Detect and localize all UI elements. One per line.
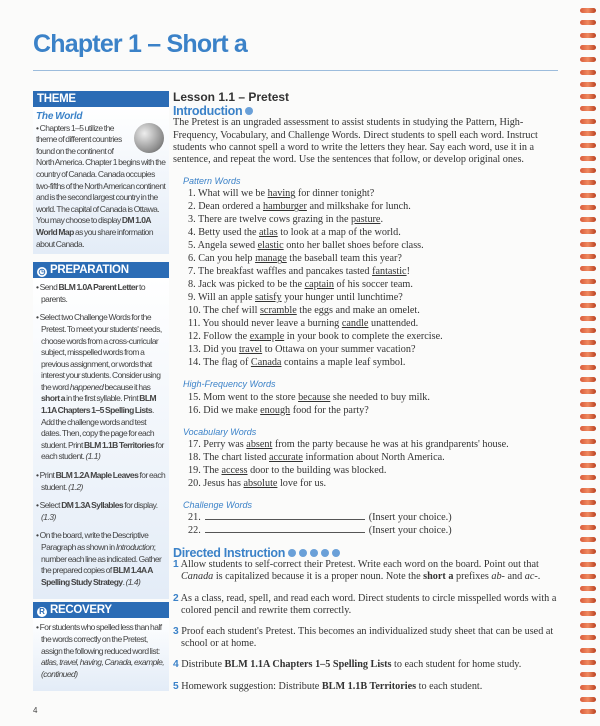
spiral-coil — [580, 709, 596, 714]
spelling-word: Canada — [250, 357, 282, 369]
directed-step: 3 Proof each student's Pretest. This becomes an individualized study sheet that can be used at school or at home. — [173, 626, 554, 650]
spiral-coil — [580, 672, 596, 677]
theme-text-bold: DM 1.0A World Map — [36, 215, 151, 237]
spiral-coil — [580, 57, 596, 62]
spelling-word: atlas — [259, 227, 278, 239]
spelling-word: elastic — [257, 240, 284, 252]
spiral-coil — [580, 451, 596, 456]
sidebar — [33, 91, 169, 691]
spiral-coil — [580, 45, 596, 50]
word-list — [188, 438, 565, 490]
spiral-coil — [580, 352, 596, 357]
spiral-coil — [580, 94, 596, 99]
spiral-coil — [580, 119, 596, 124]
spiral-coil — [580, 525, 596, 530]
recovery-heading — [33, 602, 169, 618]
preparation-box — [33, 278, 169, 599]
word-list — [188, 187, 565, 369]
spiral-coil — [580, 131, 596, 136]
spelling-word: candle — [341, 318, 369, 330]
spiral-coil — [580, 685, 596, 690]
spiral-coil — [580, 623, 596, 628]
spelling-word: enough — [260, 404, 291, 416]
theme-box — [33, 107, 169, 254]
step-number: 3 — [173, 626, 179, 638]
spiral-coil — [580, 82, 596, 87]
spiral-coil — [580, 365, 596, 370]
spiral-coil — [580, 205, 596, 210]
preparation-item: • On the board, write the Descriptive Paragraph as shown in Introduction; number each line as indicated. Gather the prepared copies of BLM 1.4A A Spelling Study Strategy. (1.4) — [36, 530, 162, 587]
chapter-title: Chapter 1 – Short a — [33, 30, 248, 58]
spelling-word: hamburger — [262, 201, 307, 213]
spiral-coil — [580, 106, 596, 111]
spiral-coil — [580, 266, 596, 271]
theme-text-pre: • Chapters 1–5 utilize the theme of different countries found on the continent of North America. Chapter 1 begins with the country of Canada. Canada occupies two-fifths of the North American continent and is the second largest country in the world. The capital of Canada is Ottawa. You may choose to display — [36, 122, 166, 226]
lesson-title: Lesson 1.1 – Pretest — [173, 90, 290, 104]
spiral-coil — [580, 439, 596, 444]
word-sections — [173, 175, 565, 490]
challenge-list — [188, 511, 565, 537]
spelling-word: scramble — [259, 305, 297, 317]
spiral-coil — [580, 303, 596, 308]
spiral-coil — [580, 377, 596, 382]
sentence-item: 10. The chef will scramble the eggs and make an omelet. — [188, 305, 420, 317]
pencil-icon — [332, 549, 340, 557]
section-label: Vocabulary Words — [183, 426, 257, 437]
spiral-coil — [580, 180, 596, 185]
sentence-item: 18. The chart listed accurate information about North America. — [188, 451, 445, 463]
preparation-item: • Select two Challenge Words for the Pretest. To meet your students' needs, choose words from a cross-curricular subject, misspelled words from a previous assignment, or words that interest your students. Consider using the word happened because it has short a in the first syllable. Print BLM 1.1A Chapters 1–5 Spelling Lists. Add the challenge words and test dates. Then, copy the page for each student. Print BLM 1.1B Territories for each student. (1.1) — [36, 312, 164, 462]
spiral-coil — [580, 475, 596, 480]
theme-text-post: as you share information about Canada. — [36, 226, 154, 249]
spiral-coil — [580, 168, 596, 173]
spiral-coil — [580, 598, 596, 603]
spiral-coil — [580, 414, 596, 419]
spiral-coil — [580, 254, 596, 259]
spiral-coil — [580, 217, 596, 222]
spelling-word: pasture — [351, 214, 381, 226]
spiral-coil — [580, 402, 596, 407]
recovery-label: RECOVERY — [50, 604, 112, 617]
recovery-text: • For students who spelled less than half the words correctly on the Pretest, assign the following reduced word list: atlas, travel, having, Canada, example, (continued) — [36, 622, 165, 679]
introduction-label: Introduction — [173, 104, 243, 119]
spiral-binding — [578, 0, 600, 726]
challenge-item: 22. (Insert your choice.) — [188, 525, 452, 537]
spiral-coil — [580, 291, 596, 296]
spiral-coil — [580, 648, 596, 653]
directed-step: 2 As a class, read, spell, and read each word. Direct students to circle misspelled words with a colored pencil and rewrite them correctly. — [173, 592, 557, 616]
sentence-item: 8. Jack was picked to be the captain of his soccer team. — [188, 279, 413, 291]
spelling-word: captain — [304, 279, 334, 291]
sentence-item: 7. The breakfast waffles and pancakes tasted fantastic! — [188, 266, 410, 278]
spelling-word: travel — [238, 344, 263, 356]
preparation-item: • Print BLM 1.2A Maple Leaves for each student. (1.2) — [36, 470, 166, 492]
step-number: 5 — [173, 680, 179, 692]
step-number: 4 — [173, 659, 179, 671]
page-number: 4 — [33, 706, 38, 715]
spelling-word: absent — [246, 438, 273, 450]
sentence-item: 6. Can you help manage the baseball team this year? — [188, 253, 402, 265]
directed-step: 5 Homework suggestion: Distribute BLM 1.1B Territories to each student. — [173, 680, 483, 692]
directed-label: Directed Instruction — [173, 546, 286, 561]
spiral-coil — [580, 389, 596, 394]
introduction-heading — [173, 105, 565, 117]
spiral-coil — [580, 549, 596, 554]
spiral-coil — [580, 328, 596, 333]
challenge-label: Challenge Words — [183, 499, 253, 510]
clock-icon: ◷ — [38, 267, 46, 277]
spiral-coil — [580, 562, 596, 567]
section-label: Pattern Words — [183, 176, 241, 187]
sentence-item: 17. Perry was absent from the party because he was at his grandparents' house. — [188, 438, 509, 450]
globe-icon — [134, 123, 164, 153]
spiral-coil — [580, 193, 596, 198]
spiral-coil — [580, 33, 596, 38]
sentence-item: 11. You should never leave a burning candle unattended. — [188, 318, 419, 330]
spiral-coil — [580, 537, 596, 542]
sentence-item: 20. Jesus has absolute love for us. — [188, 477, 327, 489]
theme-heading: THEME — [33, 91, 169, 107]
sentence-item: 4. Betty used the atlas to look at a map of the world. — [188, 227, 401, 239]
step-number: 2 — [173, 592, 179, 604]
step-number: 1 — [173, 559, 179, 571]
answer-blank — [205, 524, 365, 533]
spiral-coil — [580, 426, 596, 431]
spiral-coil — [580, 156, 596, 161]
spelling-word: having — [267, 188, 296, 200]
sentence-item: 9. Will an apple satisfy your hunger until lunchtime? — [188, 292, 403, 304]
introduction-text: The Pretest is an ungraded assessment to assist students in studying the Pattern, High-Frequency, Vocabulary, and Challenge Words. Direct students to spell each word. Instruct students who cannot spell a word to write the letters they hear. Say each word, use it in a sentence, and repeat the word. Use the sentences that follow, or develop original ones. — [173, 117, 538, 166]
sentence-item: 1. What will we be having for dinner tonight? — [188, 188, 375, 200]
spelling-word: satisfy — [255, 292, 282, 304]
spiral-coil — [580, 20, 596, 25]
book-icon — [299, 549, 307, 557]
spiral-coil — [580, 574, 596, 579]
preparation-item: • Select DM 1.3A Syllables for display. (1.3) — [36, 500, 158, 522]
sentence-item: 16. Did we make enough food for the party? — [188, 404, 369, 416]
recovery-box — [33, 618, 169, 691]
section-label: High-Frequency Words — [183, 379, 276, 390]
spiral-coil — [580, 463, 596, 468]
sentence-item: 13. Did you travel to Ottawa on your summer vacation? — [188, 344, 416, 356]
hand-icon — [245, 107, 253, 115]
sentence-item: 15. Mom went to the store because she needed to buy milk. — [188, 391, 430, 403]
preparation-item: • Send BLM 1.0A Parent Letter to parents. — [36, 282, 146, 304]
spelling-word: fantastic — [372, 266, 407, 278]
spiral-coil — [580, 8, 596, 13]
recovery-icon: R — [37, 607, 47, 617]
sentence-item: 12. Follow the example in your book to complete the exercise. — [188, 331, 443, 343]
spiral-coil — [580, 143, 596, 148]
spelling-word: because — [298, 391, 331, 403]
spiral-coil — [580, 70, 596, 75]
preparation-label: PREPARATION — [50, 264, 129, 277]
spiral-coil — [580, 500, 596, 505]
directed-heading — [173, 547, 565, 559]
directed-steps — [173, 559, 565, 693]
spiral-coil — [580, 697, 596, 702]
title-divider — [33, 70, 558, 71]
spiral-coil — [580, 611, 596, 616]
word-list — [188, 391, 565, 417]
spelling-word: accurate — [269, 451, 303, 463]
spiral-coil — [580, 512, 596, 517]
directed-step: 1 Allow students to self-correct their Pretest. Write each word on the board. Point out that Canada is capitalized because it is a proper noun. Note the short a prefixes ab- and ac-. — [173, 559, 541, 583]
sentence-item: 5. Angela sewed elastic onto her ballet shoes before class. — [188, 240, 424, 252]
spelling-word: absolute — [243, 477, 278, 489]
theme-subtitle: The World — [36, 111, 83, 122]
spiral-coil — [580, 635, 596, 640]
spelling-word: access — [221, 464, 248, 476]
preparation-heading — [33, 262, 169, 278]
spelling-word: manage — [255, 253, 287, 265]
sentence-item: 3. There are twelve cows grazing in the pasture. — [188, 214, 383, 226]
plus-icon — [321, 549, 329, 557]
spiral-coil — [580, 229, 596, 234]
spiral-coil — [580, 488, 596, 493]
spiral-coil — [580, 316, 596, 321]
main-column — [173, 91, 565, 702]
challenge-item: 21. (Insert your choice.) — [188, 512, 452, 524]
spiral-coil — [580, 586, 596, 591]
hand-icon — [288, 549, 296, 557]
spiral-coil — [580, 660, 596, 665]
group-icon — [310, 549, 318, 557]
spelling-word: example — [249, 331, 285, 343]
sentence-item: 2. Dean ordered a hamburger and milkshake for lunch. — [188, 201, 411, 213]
answer-blank — [205, 511, 365, 520]
directed-step: 4 Distribute BLM 1.1A Chapters 1–5 Spelling Lists to each student for home study. — [173, 659, 522, 671]
sentence-item: 19. The access door to the building was blocked. — [188, 464, 387, 476]
spiral-coil — [580, 340, 596, 345]
sentence-item: 14. The flag of Canada contains a maple leaf symbol. — [188, 357, 406, 369]
spiral-coil — [580, 279, 596, 284]
spiral-coil — [580, 242, 596, 247]
